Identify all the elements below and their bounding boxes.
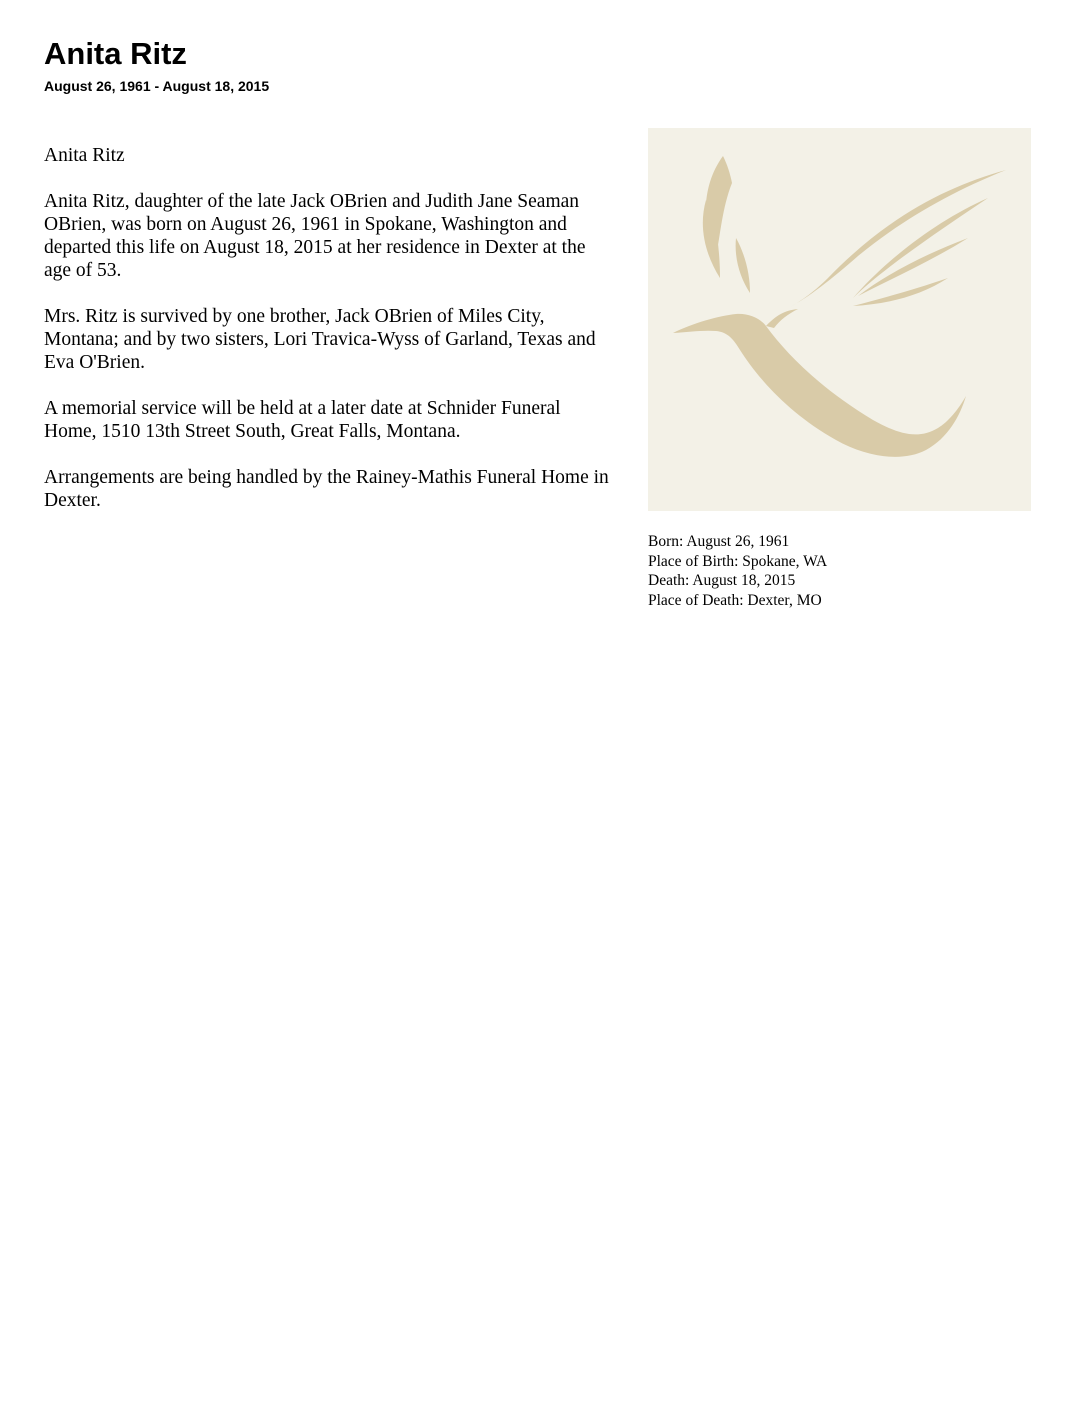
place-of-birth-fact: Place of Birth: Spokane, WA [648,552,828,570]
deceased-name: Anita Ritz [44,36,187,71]
obituary-text [44,144,610,535]
death-fact: Death: August 18, 2015 [648,572,796,589]
obituary-header [44,36,269,96]
place-of-death-fact: Place of Death: Dexter, MO [648,591,822,609]
dove-icon [648,128,1031,511]
obituary-paragraph: Anita Ritz, daughter of the late Jack OBrien and Judith Jane Seaman OBrien, was born on August 26, 1961 in Spokane, Washington and departed this life on August 18, 2015 at her residence in Dexter at the age of 53. [44,191,586,281]
born-fact: Born: August 26, 1961 [648,533,790,550]
obituary-paragraph: Arrangements are being handled by the Rainey-Mathis Funeral Home in Dexter. [44,467,609,511]
obituary-paragraph: Anita Ritz [44,145,125,166]
memorial-photo [648,128,1031,511]
vital-facts [648,532,827,610]
obituary-paragraph: A memorial service will be held at a later date at Schnider Funeral Home, 1510 13th Street South, Great Falls, Montana. [44,398,561,442]
obituary-paragraph: Mrs. Ritz is survived by one brother, Jack OBrien of Miles City, Montana; and by two sisters, Lori Travica-Wyss of Garland, Texas and Eva O'Brien. [44,306,596,373]
life-dates: August 26, 1961 - August 18, 2015 [44,78,270,94]
